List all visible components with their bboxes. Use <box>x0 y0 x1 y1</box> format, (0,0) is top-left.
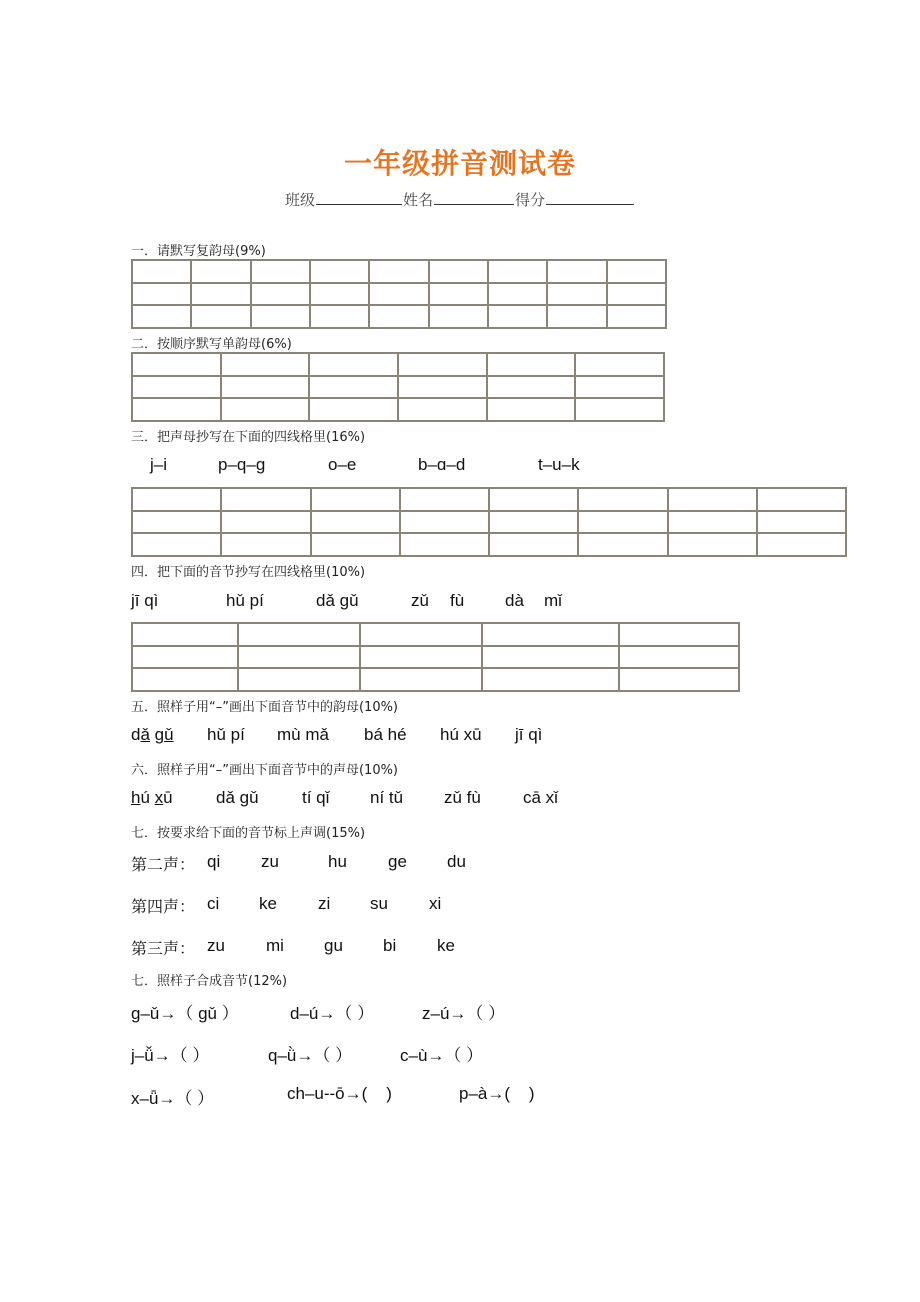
letter-group: o–e <box>328 455 357 474</box>
name-blank[interactable] <box>434 188 514 205</box>
class-label: 班级 <box>284 191 315 209</box>
syllable: dǎ gǔ <box>216 788 259 807</box>
syllable: bá hé <box>364 725 407 744</box>
syllable: xi <box>429 894 442 913</box>
score-label: 得分 <box>515 191 546 209</box>
syllable: cā xǐ <box>523 788 558 807</box>
syllable: hǔ pí <box>207 725 245 744</box>
section-3-letters <box>0 455 920 477</box>
syllable: tí qǐ <box>302 788 330 807</box>
section-5-syllables <box>0 725 920 747</box>
section-1-heading: 一．请默写复韵母(9%) <box>131 244 266 259</box>
tone-row-second <box>0 852 920 876</box>
syllable: mǐ <box>544 591 562 610</box>
example-syllable: dǎ gǔ <box>131 725 174 744</box>
compose-item[interactable]: q–ǜ→（ ） <box>268 1046 353 1065</box>
syllable: hǔ pí <box>226 591 264 610</box>
syllable: hú xū <box>440 725 482 744</box>
section-3-heading: 三．把声母抄写在下面的四线格里(16%) <box>131 430 366 445</box>
syllable: ge <box>388 852 407 871</box>
syllable: zǔ <box>411 591 429 610</box>
section-8-heading: 七．照样子合成音节(12%) <box>131 974 288 989</box>
syllable: zi <box>318 894 331 913</box>
page-title: 一年级拼音测试卷 <box>343 147 576 180</box>
syllable: zu <box>261 852 279 871</box>
compose-row-1 <box>0 999 920 1023</box>
tone-row-fourth <box>0 894 920 918</box>
syllable: ke <box>437 936 455 955</box>
syllable: qi <box>207 852 221 871</box>
syllable: du <box>447 852 466 871</box>
syllable: dà <box>505 591 524 610</box>
compose-item[interactable]: x–ǖ→（ ） <box>131 1089 215 1108</box>
compose-row-3 <box>0 1084 920 1108</box>
example-syllable: hú xū <box>131 788 173 807</box>
section-2-grid[interactable] <box>131 352 665 422</box>
syllable: jī qì <box>131 591 159 610</box>
tone-label: 第四声： <box>131 897 196 916</box>
section-4-syllables <box>0 591 920 613</box>
letter-group: b–ɑ–d <box>418 455 466 474</box>
syllable: su <box>370 894 388 913</box>
syllable: jī qì <box>515 725 543 744</box>
syllable: dǎ gǔ <box>316 591 359 610</box>
letter-group: t–u–k <box>538 455 580 474</box>
tone-label: 第三声： <box>131 939 196 958</box>
tone-label: 第二声： <box>131 855 196 874</box>
syllable: hu <box>328 852 347 871</box>
compose-row-2 <box>0 1041 920 1065</box>
letter-group: j–i <box>150 455 168 474</box>
syllable: fù <box>450 591 465 610</box>
section-5-heading: 五．照样子用“–”画出下面音节中的韵母(10%) <box>131 700 399 715</box>
syllable: gu <box>324 936 343 955</box>
syllable: zu <box>207 936 225 955</box>
tone-row-third <box>0 936 920 960</box>
compose-item[interactable]: d–ú→（ ） <box>290 1004 375 1023</box>
compose-item[interactable]: j–ǚ→（ ） <box>131 1046 210 1065</box>
compose-item: g–ǔ→（ gǔ ） <box>131 1004 239 1023</box>
syllable: ci <box>207 894 220 913</box>
compose-item[interactable]: z–ú→（ ） <box>422 1004 506 1023</box>
student-info-line <box>0 188 920 210</box>
syllable: zǔ fù <box>444 788 481 807</box>
section-6-syllables <box>0 788 920 810</box>
name-label: 姓名 <box>402 191 433 209</box>
section-4-heading: 四．把下面的音节抄写在四线格里(10%) <box>131 565 366 580</box>
compose-item[interactable]: p–à→( ) <box>459 1084 535 1103</box>
score-blank[interactable] <box>546 188 634 205</box>
section-1-grid[interactable] <box>131 259 667 329</box>
letter-group: p–q–g <box>218 455 266 474</box>
section-6-heading: 六．照样子用“–”画出下面音节中的声母(10%) <box>131 763 399 778</box>
section-7-heading: 七．按要求给下面的音节标上声调(15%) <box>131 826 366 841</box>
section-2-heading: 二．按顺序默写单韵母(6%) <box>131 337 292 352</box>
section-3-grid[interactable] <box>131 487 847 557</box>
syllable: ke <box>259 894 277 913</box>
compose-item[interactable]: c–ù→（ ） <box>400 1046 484 1065</box>
syllable: mù mǎ <box>277 725 329 744</box>
syllable: mi <box>266 936 284 955</box>
syllable: bi <box>383 936 397 955</box>
class-blank[interactable] <box>316 188 402 205</box>
compose-item[interactable]: ch–u--ō→( ) <box>287 1084 392 1103</box>
section-4-grid[interactable] <box>131 622 740 692</box>
syllable: ní tǔ <box>370 788 404 807</box>
